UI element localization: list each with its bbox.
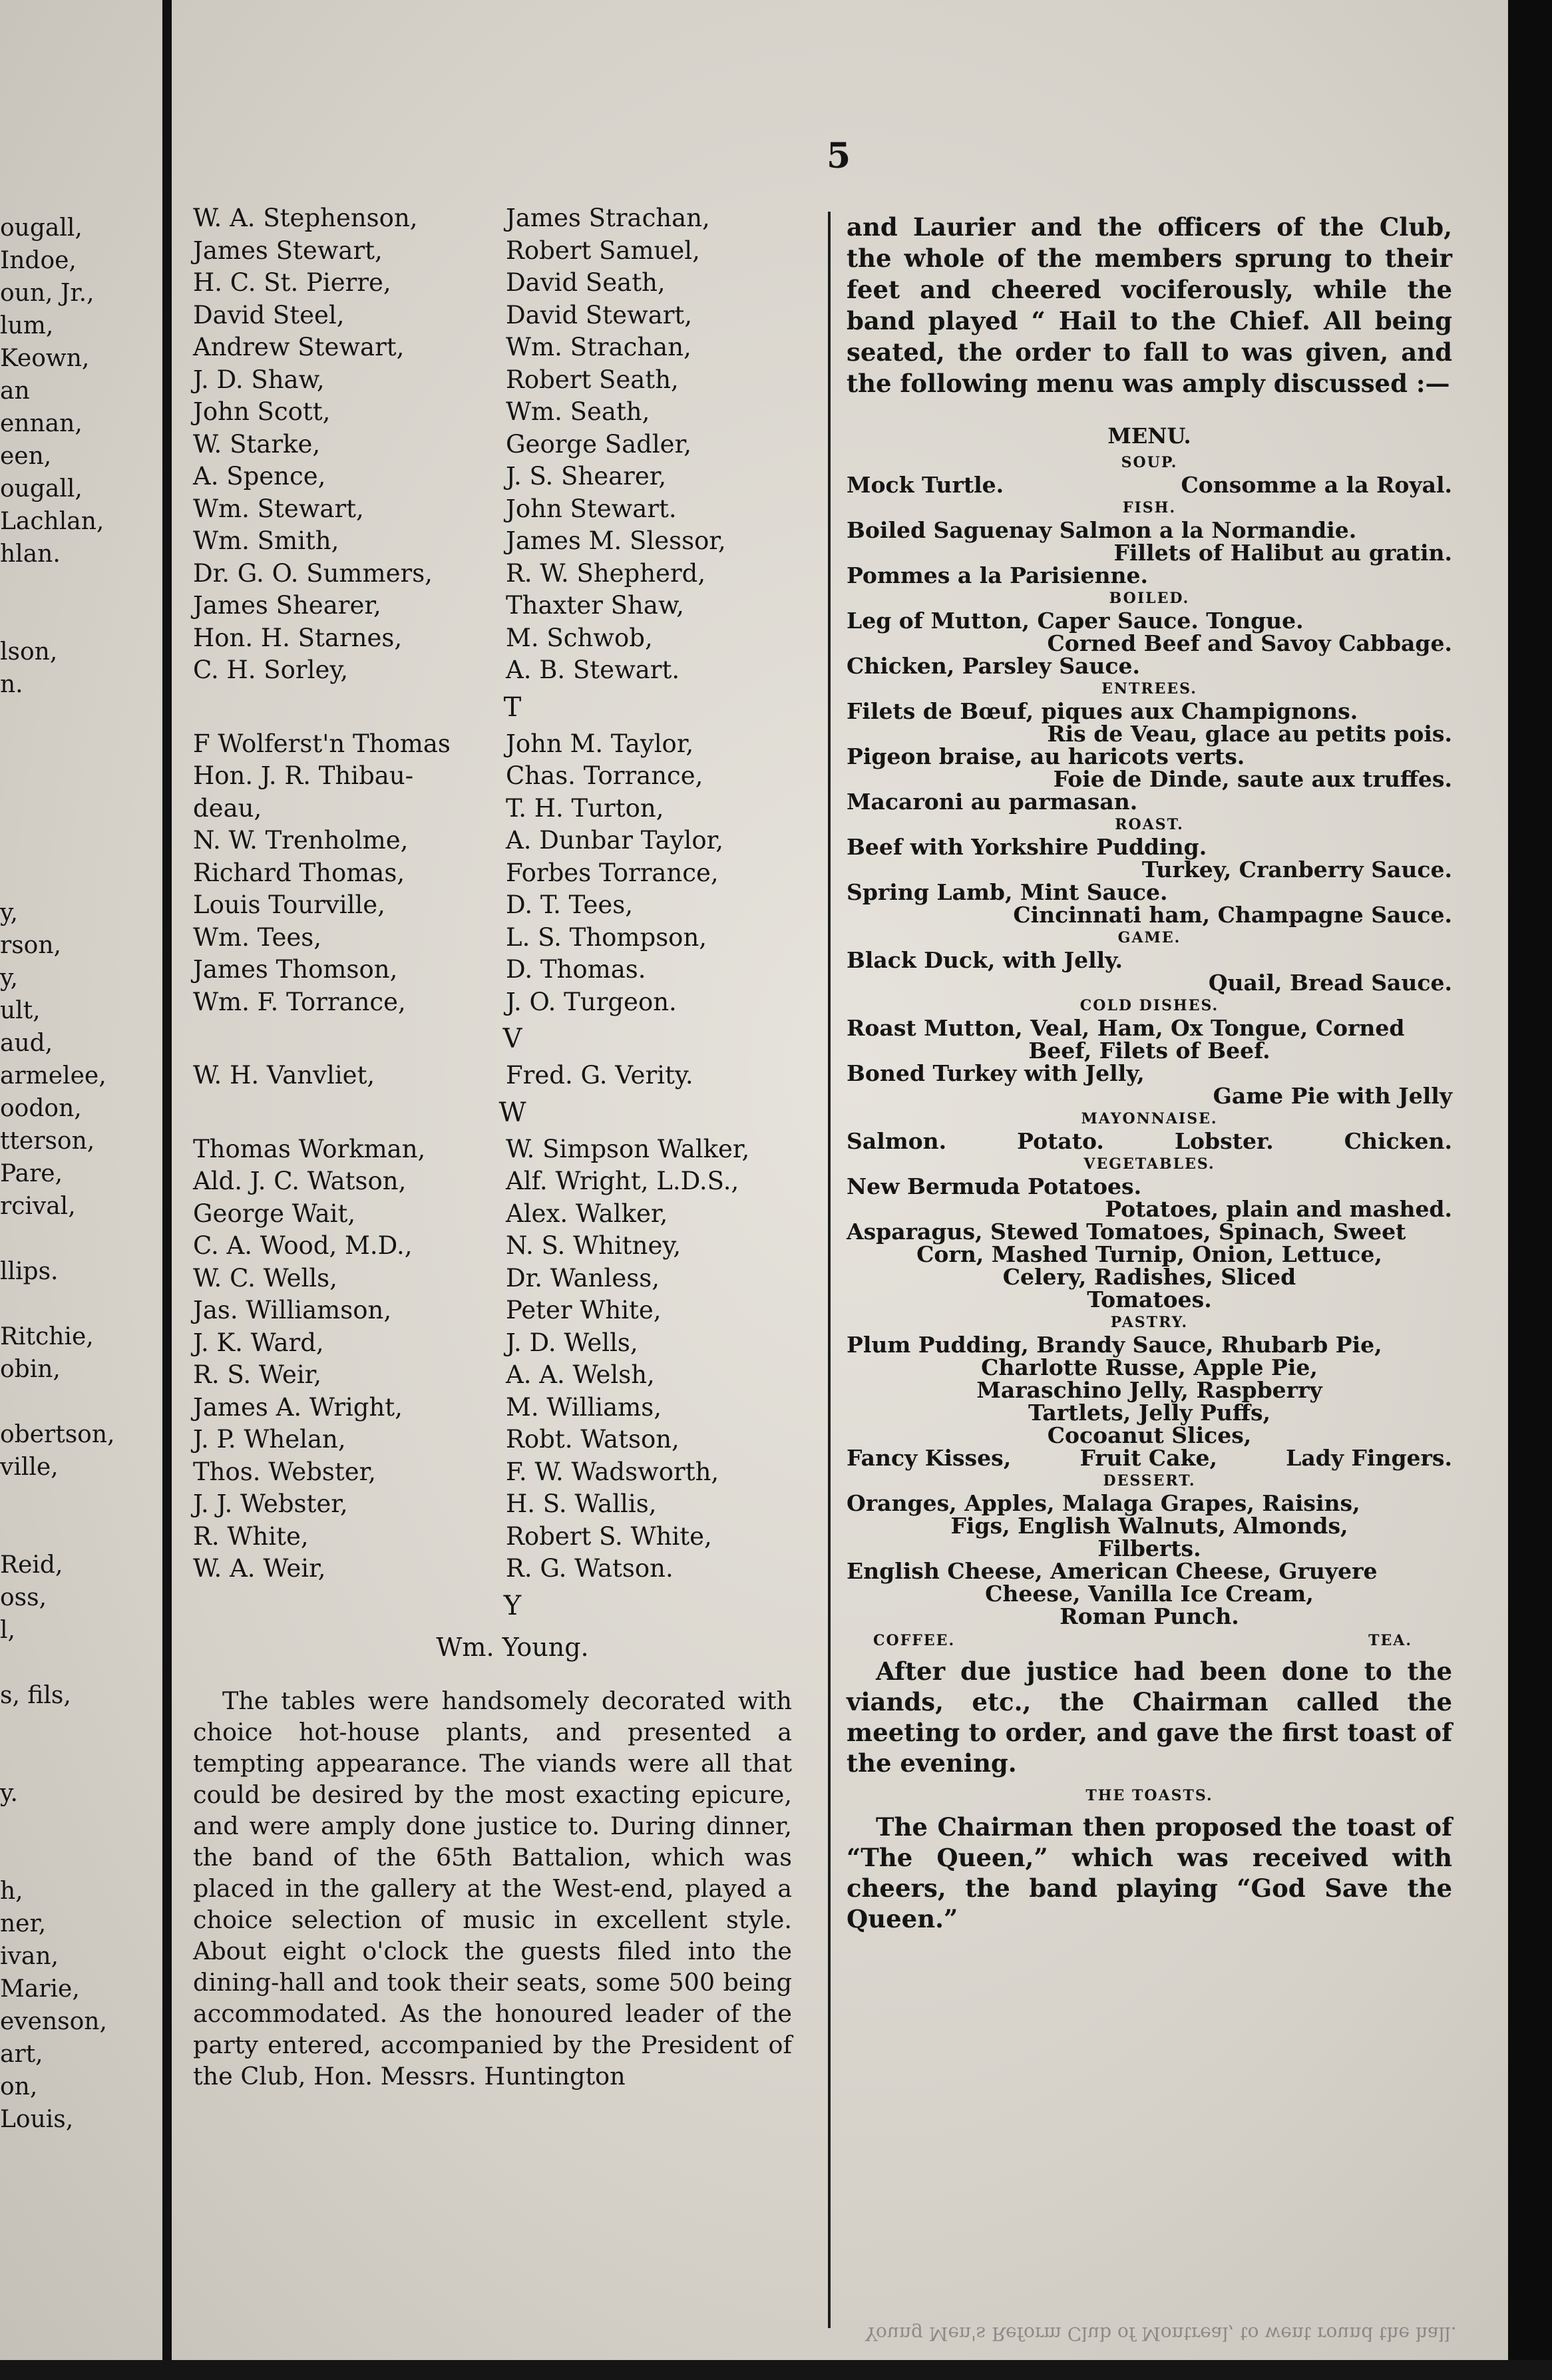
guest-name: W. H. Vanvliet, bbox=[193, 1061, 375, 1090]
guest-name: N. W. Trenholme, bbox=[193, 826, 409, 855]
cut-off-text-fragment: Marie, bbox=[0, 1975, 80, 2003]
guest-name: Thomas Workman, bbox=[193, 1134, 426, 1163]
cut-off-text-fragment: oun, Jr., bbox=[0, 280, 95, 307]
guest-name: Robert Samuel, bbox=[506, 236, 700, 265]
guest-name: Thaxter Shaw, bbox=[506, 591, 684, 620]
guest-name: Alf. Wright, L.D.S., bbox=[506, 1167, 739, 1195]
guest-name: Dr. Wanless, bbox=[506, 1263, 660, 1292]
guest-name: John Stewart. bbox=[506, 494, 677, 523]
guest-row bbox=[193, 1392, 792, 1424]
guest-row bbox=[193, 922, 792, 954]
menu-heading-game: GAME. bbox=[1117, 929, 1181, 946]
guest-row bbox=[193, 1294, 792, 1327]
cut-off-text-fragment bbox=[0, 831, 160, 864]
cut-off-text-fragment bbox=[0, 701, 160, 733]
guest-name: W. Simpson Walker, bbox=[506, 1134, 750, 1163]
menu-item: Boned Turkey with Jelly, bbox=[847, 1060, 1145, 1086]
menu-heading-boiled: BOILED. bbox=[1109, 590, 1190, 607]
cut-off-text-fragment bbox=[0, 1386, 160, 1418]
menu-soup-line bbox=[847, 474, 1452, 496]
cut-off-text-fragment: n. bbox=[0, 671, 23, 698]
menu-item: Filets de Bœuf, piques aux Champignons. bbox=[847, 698, 1358, 724]
cut-off-text-fragment: Lachlan, bbox=[0, 508, 104, 535]
cut-off-text-fragment bbox=[0, 1712, 160, 1744]
cut-off-text-fragment: rcival, bbox=[0, 1193, 76, 1220]
cut-off-text-fragment bbox=[0, 1810, 160, 1842]
guest-name: Robert S. White, bbox=[506, 1521, 712, 1551]
menu-item: Cincinnati ham, Champagne Sauce. bbox=[1013, 902, 1452, 928]
menu-heading-entrees: ENTREES. bbox=[1101, 680, 1197, 697]
guest-name: James Strachan, bbox=[506, 204, 710, 232]
cut-off-text-fragment: Indoe, bbox=[0, 247, 77, 274]
menu-item: New Bermuda Potatoes. bbox=[847, 1173, 1142, 1199]
menu-item: Salmon. bbox=[847, 1128, 947, 1154]
section-letter-v: V bbox=[502, 1024, 522, 1054]
menu-item: Spring Lamb, Mint Sauce. bbox=[847, 879, 1168, 905]
cut-off-text-fragment bbox=[0, 1288, 160, 1320]
guest-name: A. A. Welsh, bbox=[506, 1360, 655, 1389]
cut-off-text-fragment: rson, bbox=[0, 932, 61, 959]
guest-name: F. W. Wadsworth, bbox=[506, 1457, 719, 1486]
guest-name: James Shearer, bbox=[193, 591, 381, 620]
guest-name: H. S. Wallis, bbox=[506, 1489, 657, 1518]
cut-off-text-fragment: art, bbox=[0, 2041, 43, 2068]
menu-heading-mayonnaise: MAYONNAISE. bbox=[1081, 1110, 1218, 1127]
guest-name: Louis Tourville, bbox=[193, 891, 385, 919]
guest-name: James Thomson, bbox=[193, 955, 398, 984]
guest-list-v bbox=[193, 1060, 792, 1092]
cut-off-text-fragment: Reid, bbox=[0, 1551, 63, 1579]
guest-name: John M. Taylor, bbox=[506, 729, 694, 758]
cut-off-text-fragment bbox=[0, 1516, 160, 1549]
menu-item: Fillets of Halibut au gratin. bbox=[1113, 540, 1452, 566]
menu-item: Ris de Veau, glace au petits pois. bbox=[1047, 721, 1452, 747]
guest-name-young: Wm. Young. bbox=[436, 1632, 589, 1662]
guest-name: A. Spence, bbox=[193, 462, 326, 491]
guest-name: W. A. Weir, bbox=[193, 1554, 326, 1583]
guest-name: J. O. Turgeon. bbox=[506, 987, 677, 1016]
page-edge-shadow bbox=[1508, 0, 1552, 2380]
bleed-through-text: Young Men's Reform Club of Montreal, to went round the hall. bbox=[865, 2323, 1457, 2345]
menu-column bbox=[847, 212, 1452, 1934]
guest-list-t bbox=[193, 728, 792, 1019]
guest-name: Robert Seath, bbox=[506, 365, 679, 394]
guest-name: W. Starke, bbox=[193, 429, 321, 459]
menu-item: Boiled Saguenay Salmon a la Normandie. bbox=[847, 517, 1357, 543]
guest-name: R. S. Weir, bbox=[193, 1360, 322, 1389]
guest-row bbox=[193, 429, 792, 461]
guest-list-w bbox=[193, 1133, 792, 1585]
guest-row bbox=[193, 558, 792, 590]
guest-row bbox=[193, 1359, 792, 1392]
guest-name: J. K. Ward, bbox=[193, 1328, 324, 1357]
guest-name: James Stewart, bbox=[193, 236, 383, 265]
menu-coffee-tea bbox=[847, 1628, 1452, 1653]
guest-row bbox=[193, 461, 792, 493]
guest-row bbox=[193, 954, 792, 986]
guest-name: Peter White, bbox=[506, 1296, 662, 1324]
menu-item: Quail, Bread Sauce. bbox=[1208, 970, 1452, 996]
menu-item: Cheese, Vanilla Ice Cream, bbox=[985, 1581, 1314, 1607]
left-column-fragments bbox=[0, 212, 160, 2136]
guest-name: Hon. H. Starnes, bbox=[193, 623, 403, 652]
menu-item: Potatoes, plain and mashed. bbox=[1105, 1196, 1452, 1222]
menu-item: Tartlets, Jelly Puffs, bbox=[1028, 1400, 1271, 1426]
menu-item: Celery, Radishes, Sliced bbox=[1002, 1264, 1296, 1290]
menu-item: Corn, Mashed Turnip, Onion, Lettuce, bbox=[916, 1241, 1382, 1267]
guest-row bbox=[193, 1456, 792, 1489]
guest-list-column bbox=[193, 202, 792, 2092]
cut-off-text-fragment: y. bbox=[0, 1780, 18, 1807]
cut-off-text-fragment bbox=[0, 864, 160, 896]
guest-name: David Steel, bbox=[193, 300, 345, 329]
guest-name: Robt. Watson, bbox=[506, 1425, 679, 1454]
menu-item: Potato. bbox=[1017, 1128, 1104, 1154]
menu-item: English Cheese, American Cheese, Gruyere bbox=[847, 1558, 1378, 1584]
guest-name: Richard Thomas, bbox=[193, 858, 405, 887]
menu-item: Macaroni au parmasan. bbox=[847, 789, 1138, 815]
cut-off-text-fragment: obin, bbox=[0, 1356, 61, 1383]
cut-off-text-fragment bbox=[0, 799, 160, 831]
guest-name: deau, bbox=[193, 793, 262, 823]
menu-heading-soup: SOUP. bbox=[1121, 454, 1178, 471]
guest-name: F Wolferst'n Thomas bbox=[193, 729, 451, 758]
guest-name: J. D. Shaw, bbox=[193, 365, 325, 394]
cut-off-text-fragment: ougall, bbox=[0, 475, 83, 502]
guest-name: Ald. J. C. Watson, bbox=[193, 1167, 407, 1195]
menu-item: Mock Turtle. bbox=[847, 472, 1004, 498]
guest-row bbox=[193, 493, 792, 526]
guest-row bbox=[193, 1165, 792, 1198]
guest-name: C. H. Sorley, bbox=[193, 656, 349, 684]
guest-row bbox=[193, 1230, 792, 1263]
cut-off-text-fragment: y, bbox=[0, 899, 18, 926]
menu-item: Consomme a la Royal. bbox=[1181, 472, 1452, 498]
guest-name: J. S. Shearer, bbox=[506, 462, 667, 491]
guest-list-s bbox=[193, 202, 792, 687]
cut-off-text-fragment bbox=[0, 603, 160, 636]
cut-off-text-fragment bbox=[0, 766, 160, 799]
guest-name: R. W. Shepherd, bbox=[506, 558, 706, 588]
guest-name: T. H. Turton, bbox=[506, 793, 664, 823]
guest-name: Alex. Walker, bbox=[506, 1199, 668, 1228]
guest-name: George Wait, bbox=[193, 1199, 356, 1228]
cut-off-text-fragment bbox=[0, 1223, 160, 1255]
cut-off-text-fragment bbox=[0, 1842, 160, 1875]
guest-name: Andrew Stewart, bbox=[193, 333, 405, 361]
guest-row bbox=[193, 1521, 792, 1553]
menu-heading-fish: FISH. bbox=[1122, 499, 1177, 516]
cut-off-text-fragment: l, bbox=[0, 1617, 15, 1644]
menu-heading-pastry: PASTRY. bbox=[1110, 1314, 1189, 1331]
cut-off-text-fragment: ivan, bbox=[0, 1943, 59, 1970]
guest-row bbox=[193, 793, 792, 825]
menu-item: Maraschino Jelly, Raspberry bbox=[976, 1377, 1322, 1403]
menu-item: Game Pie with Jelly bbox=[1213, 1083, 1452, 1109]
menu-heading-cold-dishes: COLD DISHES. bbox=[1079, 997, 1219, 1014]
cut-off-text-fragment bbox=[0, 570, 160, 603]
guest-row bbox=[193, 202, 792, 235]
cut-off-text-fragment: s, fils, bbox=[0, 1682, 71, 1709]
cut-off-text-fragment: h, bbox=[0, 1878, 23, 1905]
page-bottom-shadow bbox=[0, 2360, 1552, 2380]
column-rule-left bbox=[162, 0, 172, 2380]
guest-name: N. S. Whitney, bbox=[506, 1231, 681, 1260]
menu-item: Roman Punch. bbox=[1060, 1603, 1239, 1629]
menu-item: Beef, Filets of Beef. bbox=[1028, 1038, 1270, 1064]
guest-name: R. G. Watson. bbox=[506, 1554, 674, 1583]
menu-item: Fruit Cake, bbox=[1079, 1445, 1217, 1471]
guest-name: J. D. Wells, bbox=[506, 1328, 638, 1357]
menu-title: MENU. bbox=[1107, 423, 1191, 449]
guest-name: C. A. Wood, M.D., bbox=[193, 1231, 413, 1260]
guest-row bbox=[193, 396, 792, 429]
cut-off-text-fragment: y, bbox=[0, 964, 18, 992]
cut-off-text-fragment: Keown, bbox=[0, 345, 90, 372]
cut-off-text-fragment: ville, bbox=[0, 1454, 59, 1481]
intro-paragraph: and Laurier and the officers of the Club, the whole of the members sprung to their feet and cheered vociferously, while the band played “ Hail to the Chief. All being seated, the order to fall to was given, and the following menu was amply discussed :— bbox=[847, 212, 1452, 398]
menu-item: Filberts. bbox=[1097, 1535, 1201, 1561]
menu-heading-dessert: DESSERT. bbox=[1103, 1472, 1196, 1489]
guest-row bbox=[193, 364, 792, 397]
menu-item: Tomatoes. bbox=[1087, 1287, 1212, 1312]
guest-name: James A. Wright, bbox=[193, 1392, 403, 1422]
guest-name: D. Thomas. bbox=[506, 955, 646, 984]
guest-row bbox=[193, 1553, 792, 1585]
guest-row bbox=[193, 728, 792, 761]
menu-pastry-line bbox=[847, 1447, 1452, 1470]
guest-name: Jas. Williamson, bbox=[193, 1296, 392, 1324]
guest-row bbox=[193, 654, 792, 687]
menu-heading-roast: ROAST. bbox=[1115, 816, 1184, 833]
guest-row bbox=[193, 1198, 792, 1231]
guest-row bbox=[193, 525, 792, 558]
guest-name: Fred. G. Verity. bbox=[506, 1061, 693, 1090]
guest-name: Wm. Smith, bbox=[193, 526, 339, 555]
cut-off-text-fragment: ult, bbox=[0, 997, 41, 1024]
guest-name: Wm. Tees, bbox=[193, 922, 321, 952]
menu-item: Plum Pudding, Brandy Sauce, Rhubarb Pie, bbox=[847, 1332, 1382, 1358]
menu-item: Beef with Yorkshire Pudding. bbox=[847, 834, 1207, 860]
guest-name: A. Dunbar Taylor, bbox=[506, 826, 724, 855]
guest-name: L. S. Thompson, bbox=[506, 922, 707, 952]
guest-name: David Seath, bbox=[506, 268, 666, 297]
menu-item: Oranges, Apples, Malaga Grapes, Raisins, bbox=[847, 1490, 1360, 1516]
guest-name: Wm. F. Torrance, bbox=[193, 987, 406, 1016]
guest-row bbox=[193, 986, 792, 1019]
guest-row bbox=[193, 1060, 792, 1092]
menu-item: Leg of Mutton, Caper Sauce. Tongue. bbox=[847, 608, 1304, 634]
guest-row bbox=[193, 857, 792, 890]
menu-heading-vegetables: VEGETABLES. bbox=[1083, 1155, 1215, 1173]
guest-row bbox=[193, 1133, 792, 1166]
cut-off-text-fragment: ennan, bbox=[0, 410, 83, 437]
menu-item: Chicken. bbox=[1344, 1128, 1452, 1154]
guest-name: George Sadler, bbox=[506, 429, 691, 459]
cut-off-text-fragment: an bbox=[0, 377, 30, 405]
menu-item: Foie de Dinde, saute aux truffes. bbox=[1053, 766, 1452, 792]
menu-item: Black Duck, with Jelly. bbox=[847, 947, 1123, 973]
menu-item: Charlotte Russe, Apple Pie, bbox=[981, 1354, 1318, 1380]
guest-row bbox=[193, 267, 792, 299]
guest-name: J. P. Whelan, bbox=[193, 1425, 346, 1454]
section-letter-y: Y bbox=[503, 1590, 522, 1621]
menu-item: Turkey, Cranberry Sauce. bbox=[1141, 857, 1452, 883]
cut-off-text-fragment bbox=[0, 1647, 160, 1679]
guest-name: Wm. Stewart, bbox=[193, 494, 364, 523]
cut-off-text-fragment: obertson, bbox=[0, 1421, 115, 1448]
toasts-paragraph: The Chairman then proposed the toast of “The Queen,” which was received with cheers, the band playing “God Save the Queen.” bbox=[847, 1812, 1452, 1933]
cut-off-text-fragment: Ritchie, bbox=[0, 1323, 94, 1350]
guest-name: Forbes Torrance, bbox=[506, 858, 719, 887]
guest-row bbox=[193, 760, 792, 793]
cut-off-text-fragment: on, bbox=[0, 2073, 38, 2100]
guest-name: W. C. Wells, bbox=[193, 1263, 337, 1292]
cut-off-text-fragment: oodon, bbox=[0, 1095, 82, 1122]
guest-name: M. Williams, bbox=[506, 1392, 662, 1422]
guest-name: Chas. Torrance, bbox=[506, 761, 703, 790]
guest-row bbox=[193, 825, 792, 857]
guest-name: Dr. G. O. Summers, bbox=[193, 558, 433, 588]
menu-item: Corned Beef and Savoy Cabbage. bbox=[1047, 630, 1452, 656]
cut-off-text-fragment bbox=[0, 1744, 160, 1777]
menu-heading-coffee: COFFEE. bbox=[873, 1632, 956, 1649]
guest-name: Hon. J. R. Thibau- bbox=[193, 761, 414, 790]
guest-row bbox=[193, 622, 792, 655]
after-dinner-paragraph: After due justice had been done to the viands, etc., the Chairman called the meeting to order, and gave the first toast of the evening. bbox=[847, 1657, 1452, 1778]
menu-item: Figs, English Walnuts, Almonds, bbox=[950, 1513, 1348, 1539]
guest-name: John Scott, bbox=[193, 397, 331, 426]
guest-row bbox=[193, 299, 792, 332]
page-number: 5 bbox=[827, 136, 851, 176]
section-letter-w: W bbox=[498, 1097, 526, 1128]
guest-row bbox=[193, 1263, 792, 1295]
guest-name: Wm. Strachan, bbox=[506, 333, 691, 361]
guest-name: D. T. Tees, bbox=[506, 891, 633, 919]
guest-row bbox=[193, 889, 792, 922]
menu-item: Pigeon braise, au haricots verts. bbox=[847, 743, 1245, 769]
menu-item: Asparagus, Stewed Tomatoes, Spinach, Sweet bbox=[847, 1219, 1406, 1245]
cut-off-text-fragment: llips. bbox=[0, 1258, 59, 1285]
guest-name: R. White, bbox=[193, 1521, 309, 1551]
cut-off-text-fragment: oss, bbox=[0, 1584, 47, 1611]
cut-off-text-fragment: lson, bbox=[0, 638, 58, 666]
guest-row bbox=[193, 590, 792, 622]
guest-name: A. B. Stewart. bbox=[506, 656, 680, 684]
cut-off-text-fragment bbox=[0, 1484, 160, 1516]
cut-off-text-fragment: een, bbox=[0, 443, 52, 470]
cut-off-text-fragment: ner, bbox=[0, 1910, 47, 1937]
menu-item: Pommes a la Parisienne. bbox=[847, 562, 1148, 588]
guest-row bbox=[193, 1488, 792, 1521]
cut-off-text-fragment: lum, bbox=[0, 312, 54, 339]
guest-name: James M. Slessor, bbox=[506, 526, 726, 555]
cut-off-text-fragment: Pare, bbox=[0, 1160, 63, 1187]
guest-name: Wm. Seath, bbox=[506, 397, 650, 426]
guest-name: W. A. Stephenson, bbox=[193, 204, 418, 232]
tables-paragraph: The tables were handsomely decorated with choice hot-house plants, and presented a tempting appearance. The viands were all that could be desired by the most exacting epicure, and were amply done justice to. During dinner, the band of the 65th Battalion, which was placed in the gallery at the West-end, played a choice selection of music in excellent style. About eight o'clock the guests filed into the dining-hall and took their seats, some 500 being accommodated. As the honoured leader of the party entered, accompanied by the President of the Club, Hon. Messrs. Huntington bbox=[193, 1686, 792, 2090]
cut-off-text-fragment bbox=[0, 733, 160, 766]
cut-off-text-fragment: armelee, bbox=[0, 1062, 106, 1090]
menu-heading-tea: TEA. bbox=[1368, 1632, 1412, 1649]
cut-off-text-fragment: hlan. bbox=[0, 540, 61, 568]
guest-name: J. J. Webster, bbox=[193, 1489, 348, 1518]
guest-name: M. Schwob, bbox=[506, 623, 653, 652]
guest-row bbox=[193, 1424, 792, 1456]
guest-name: H. C. St. Pierre, bbox=[193, 268, 391, 297]
cut-off-text-fragment: aud, bbox=[0, 1030, 53, 1057]
guest-name: Thos. Webster, bbox=[193, 1457, 377, 1486]
menu-mayonnaise-line bbox=[847, 1130, 1452, 1153]
menu-item: Lady Fingers. bbox=[1286, 1445, 1452, 1471]
menu-item: Roast Mutton, Veal, Ham, Ox Tongue, Corned bbox=[847, 1015, 1405, 1041]
toasts-heading: THE TOASTS. bbox=[1085, 1787, 1213, 1804]
cut-off-text-fragment: tterson, bbox=[0, 1127, 95, 1155]
column-rule-middle bbox=[828, 212, 831, 2328]
cut-off-text-fragment: evenson, bbox=[0, 2008, 107, 2035]
menu-item: Fancy Kisses, bbox=[847, 1445, 1012, 1471]
guest-row bbox=[193, 235, 792, 268]
menu-item: Cocoanut Slices, bbox=[1047, 1422, 1252, 1448]
guest-name: David Stewart, bbox=[506, 300, 693, 329]
cut-off-text-fragment: Louis, bbox=[0, 2106, 74, 2133]
cut-off-text-fragment: ougall, bbox=[0, 214, 83, 242]
guest-row bbox=[193, 331, 792, 364]
menu-item: Lobster. bbox=[1174, 1128, 1274, 1154]
guest-row bbox=[193, 1327, 792, 1360]
section-letter-t: T bbox=[503, 692, 522, 723]
menu-item: Chicken, Parsley Sauce. bbox=[847, 653, 1140, 679]
